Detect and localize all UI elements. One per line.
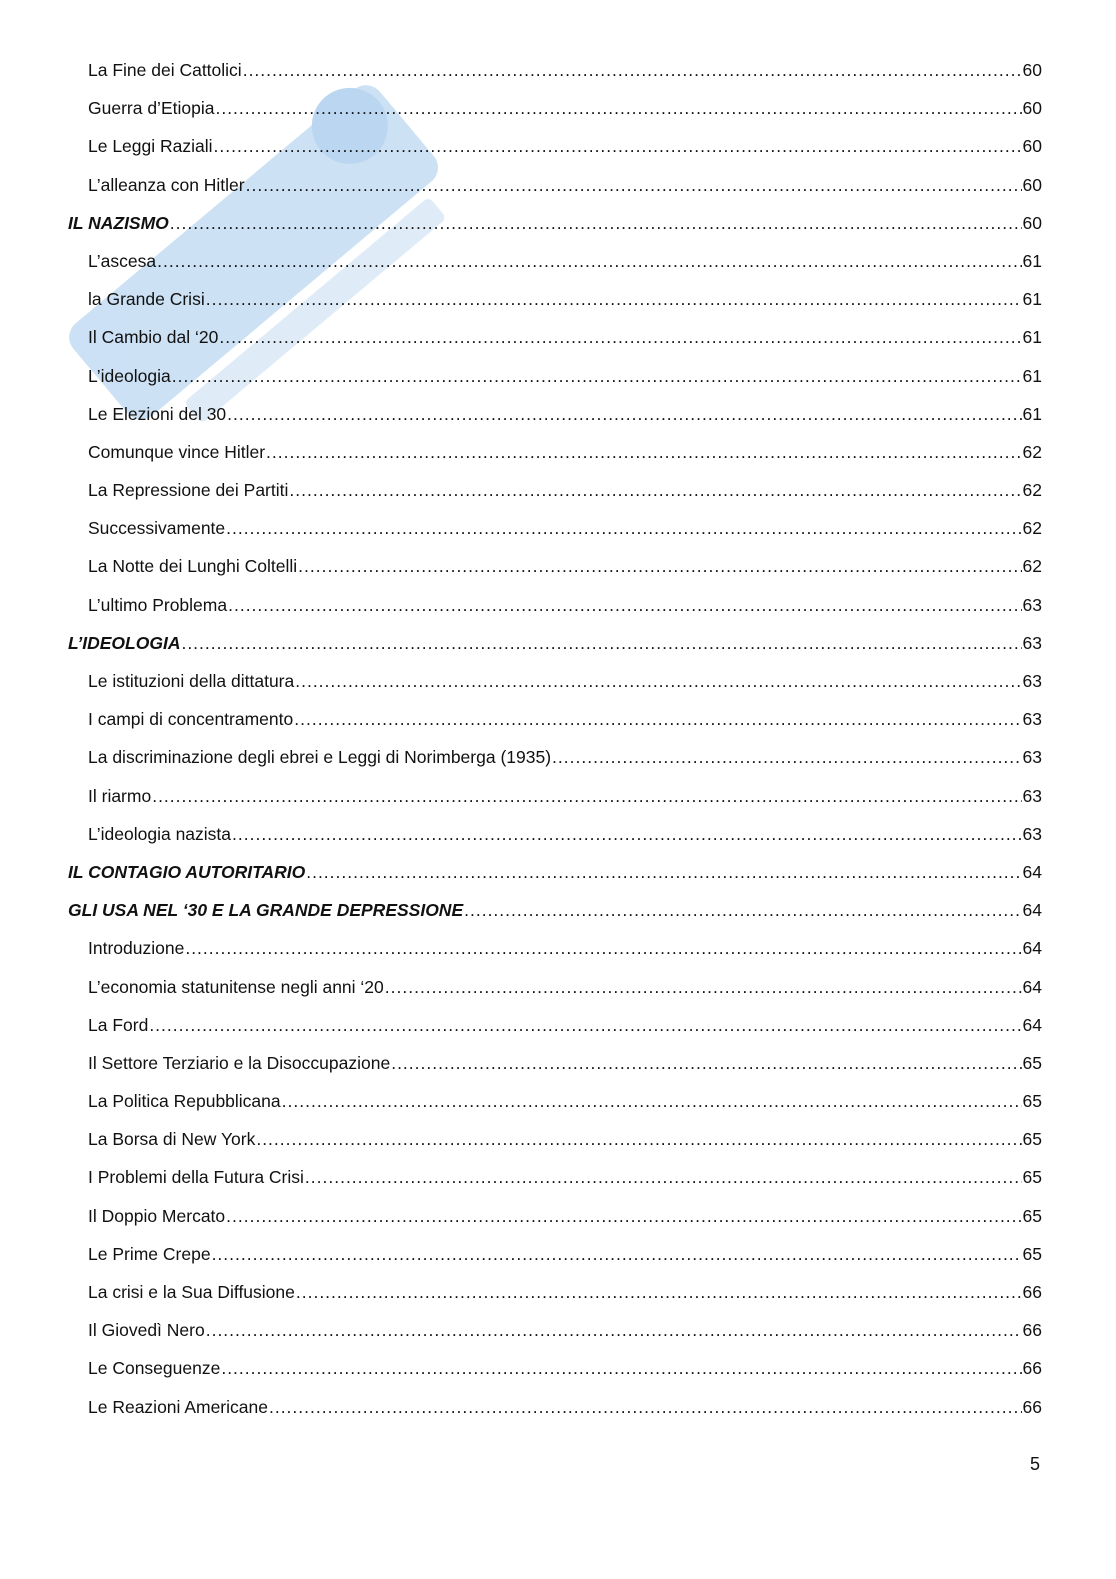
toc-section-entry[interactable]	[68, 1169, 1042, 1207]
toc-section-entry[interactable]	[68, 940, 1042, 978]
toc-dot-leader	[152, 788, 1021, 806]
toc-entry-page: 60	[1022, 212, 1042, 233]
toc-entry-page: 63	[1022, 671, 1042, 691]
toc-section-entry[interactable]	[68, 1052, 1042, 1093]
toc-dot-leader	[215, 100, 1021, 118]
toc-entry-page: 61	[1022, 365, 1042, 386]
toc-entry-title: L’ultimo Problema	[88, 594, 228, 615]
toc-entry-page: 65	[1022, 1091, 1042, 1112]
toc-entry-title: La Ford	[88, 1014, 149, 1035]
toc-entry-title: la Grande Crisi	[88, 289, 205, 310]
toc-entry-title: I Problemi della Futura Crisi	[88, 1167, 304, 1188]
toc-dot-leader	[306, 864, 1021, 882]
toc-dot-leader	[266, 444, 1022, 462]
toc-chapter-entry[interactable]	[68, 861, 1042, 902]
toc-section-entry[interactable]	[68, 1396, 1042, 1437]
toc-entry-page: 64	[1022, 900, 1042, 921]
toc-dot-leader	[206, 291, 1022, 309]
toc-entry-title: Le Prime Crepe	[88, 1243, 211, 1264]
toc-entry-page: 66	[1022, 1358, 1042, 1379]
toc-entry-title: La Borsa di New York	[88, 1129, 256, 1150]
toc-section-entry[interactable]	[68, 403, 1042, 444]
toc-section-entry[interactable]	[68, 100, 1042, 138]
toc-section-entry[interactable]	[68, 673, 1042, 711]
toc-entry-title: Le Elezioni del 30	[88, 403, 227, 424]
toc-chapter-entry[interactable]	[68, 902, 1042, 940]
toc-entry-title: Comunque vince Hitler	[88, 441, 266, 462]
toc-section-entry[interactable]	[68, 1014, 1042, 1055]
toc-entry-page: 60	[1022, 60, 1042, 80]
toc-entry-title: Il Settore Terziario e la Disoccupazione	[88, 1052, 391, 1073]
toc-entry-title: Successivamente	[88, 518, 226, 539]
toc-dot-leader	[464, 902, 1021, 920]
toc-dot-leader	[298, 558, 1021, 576]
toc-section-entry[interactable]	[68, 62, 1042, 100]
toc-entry-page: 60	[1022, 174, 1042, 195]
toc-entry-page: 63	[1022, 709, 1042, 730]
toc-section-entry[interactable]	[68, 291, 1042, 329]
toc-entry-title: I campi di concentramento	[88, 709, 294, 730]
toc-entry-title: L’economia statunitense negli anni ‘20	[88, 976, 384, 997]
toc-dot-leader	[172, 368, 1022, 386]
toc-entry-page: 62	[1022, 480, 1042, 501]
toc-entry-title: L’IDEOLOGIA	[68, 632, 181, 653]
toc-section-entry[interactable]	[68, 1284, 1042, 1322]
toc-section-entry[interactable]	[68, 1131, 1042, 1169]
toc-section-entry[interactable]	[68, 976, 1042, 1017]
toc-dot-leader	[305, 1169, 1022, 1187]
toc-dot-leader	[170, 215, 1022, 233]
toc-entry-title: IL CONTAGIO AUTORITARIO	[68, 861, 306, 882]
toc-section-entry[interactable]	[68, 1243, 1042, 1284]
toc-entry-title: La Politica Repubblicana	[88, 1091, 281, 1112]
toc-section-entry[interactable]	[68, 1205, 1042, 1246]
toc-entry-page: 63	[1022, 632, 1042, 653]
toc-entry-page: 66	[1022, 1320, 1042, 1341]
toc-entry-page: 61	[1022, 250, 1042, 271]
toc-dot-leader	[289, 482, 1021, 500]
toc-entry-page: 65	[1022, 1129, 1042, 1150]
toc-chapter-entry[interactable]	[68, 212, 1042, 253]
toc-dot-leader	[296, 1284, 1022, 1302]
toc-dot-leader	[243, 62, 1022, 80]
toc-entry-page: 66	[1022, 1396, 1042, 1417]
toc-entry-page: 62	[1022, 518, 1042, 539]
toc-entry-title: Le istituzioni della dittatura	[88, 671, 295, 691]
toc-dot-leader	[232, 826, 1022, 844]
toc-entry-title: L’ascesa	[88, 250, 157, 271]
toc-dot-leader	[246, 177, 1022, 195]
toc-dot-leader	[226, 1208, 1021, 1226]
toc-section-entry[interactable]	[68, 482, 1042, 520]
toc-entry-title: Le Reazioni Americane	[88, 1396, 268, 1417]
toc-entry-page: 63	[1022, 785, 1042, 806]
toc-section-entry[interactable]	[68, 1360, 1042, 1398]
toc-dot-leader	[219, 329, 1021, 347]
toc-section-entry[interactable]	[68, 594, 1042, 635]
toc-entry-title: La crisi e la Sua Diffusione	[88, 1282, 295, 1302]
toc-dot-leader	[552, 749, 1021, 767]
toc-entry-title: L’ideologia	[88, 365, 171, 386]
toc-entry-title: Il Cambio dal ‘20	[88, 327, 219, 348]
toc-dot-leader	[294, 711, 1021, 729]
toc-entry-title: GLI USA NEL ‘30 E LA GRANDE DEPRESSIONE	[68, 900, 464, 921]
toc-dot-leader	[269, 1399, 1022, 1417]
toc-dot-leader	[221, 1360, 1021, 1378]
toc-dot-leader	[212, 1246, 1022, 1264]
toc-dot-leader	[295, 673, 1021, 691]
toc-entry-page: 62	[1022, 556, 1042, 577]
toc-dot-leader	[185, 940, 1021, 958]
toc-dot-leader	[391, 1055, 1021, 1073]
table-of-contents	[68, 62, 1042, 1437]
toc-entry-page: 62	[1022, 441, 1042, 462]
toc-entry-title: Il Giovedì Nero	[88, 1320, 205, 1341]
toc-chapter-entry[interactable]	[68, 632, 1042, 673]
toc-entry-page: 64	[1022, 976, 1042, 997]
toc-entry-page: 65	[1022, 1243, 1042, 1264]
toc-section-entry[interactable]	[68, 138, 1042, 176]
toc-entry-page: 61	[1022, 403, 1042, 424]
toc-entry-title: Le Leggi Raziali	[88, 136, 213, 157]
page-number: 5	[1029, 1454, 1040, 1474]
toc-section-entry[interactable]	[68, 520, 1042, 558]
toc-entry-title: IL NAZISMO	[68, 212, 169, 233]
toc-entry-title: La discriminazione degli ebrei e Leggi di Norimberga (1935)	[88, 747, 552, 768]
toc-entry-title: Le Conseguenze	[88, 1358, 221, 1379]
toc-entry-page: 65	[1022, 1205, 1042, 1226]
toc-entry-title: La Repressione dei Partiti	[88, 480, 289, 501]
toc-entry-page: 61	[1022, 327, 1042, 348]
toc-section-entry[interactable]	[68, 558, 1042, 596]
toc-entry-title: Il Doppio Mercato	[88, 1205, 226, 1226]
toc-entry-page: 60	[1022, 98, 1042, 119]
toc-entry-page: 64	[1022, 1014, 1042, 1035]
toc-section-entry[interactable]	[68, 1093, 1042, 1131]
toc-dot-leader	[228, 597, 1021, 615]
toc-entry-page: 63	[1022, 594, 1042, 615]
toc-dot-leader	[206, 1322, 1022, 1340]
toc-entry-page: 64	[1022, 861, 1042, 882]
toc-entry-page: 61	[1022, 289, 1042, 310]
toc-section-entry[interactable]	[68, 711, 1042, 749]
toc-entry-title: La Notte dei Lunghi Coltelli	[88, 556, 298, 577]
toc-dot-leader	[214, 138, 1022, 156]
toc-section-entry[interactable]	[68, 749, 1042, 787]
toc-entry-title: L’alleanza con Hitler	[88, 174, 245, 195]
toc-dot-leader	[385, 979, 1022, 997]
toc-entry-page: 65	[1022, 1052, 1042, 1073]
toc-section-entry[interactable]	[68, 785, 1042, 826]
toc-dot-leader	[157, 253, 1021, 271]
toc-dot-leader	[256, 1131, 1021, 1149]
toc-entry-page: 63	[1022, 747, 1042, 768]
toc-entry-page: 65	[1022, 1167, 1042, 1188]
toc-dot-leader	[149, 1017, 1021, 1035]
toc-section-entry[interactable]	[68, 823, 1042, 864]
toc-dot-leader	[282, 1093, 1022, 1111]
toc-entry-page: 66	[1022, 1282, 1042, 1302]
toc-section-entry[interactable]	[68, 329, 1042, 367]
toc-dot-leader	[181, 635, 1021, 653]
toc-section-entry[interactable]	[68, 1322, 1042, 1360]
toc-section-entry[interactable]	[68, 250, 1042, 291]
toc-section-entry[interactable]	[68, 365, 1042, 406]
toc-entry-page: 63	[1022, 823, 1042, 844]
toc-dot-leader	[226, 520, 1021, 538]
toc-dot-leader	[227, 406, 1021, 424]
toc-section-entry[interactable]	[68, 174, 1042, 215]
toc-entry-title: Introduzione	[88, 938, 185, 959]
toc-entry-page: 60	[1022, 136, 1042, 157]
toc-entry-title: Il riarmo	[88, 785, 152, 806]
toc-section-entry[interactable]	[68, 441, 1042, 482]
toc-entry-page: 64	[1022, 938, 1042, 959]
toc-entry-title: Guerra d’Etiopia	[88, 98, 215, 119]
toc-entry-title: L’ideologia nazista	[88, 823, 232, 844]
toc-entry-title: La Fine dei Cattolici	[88, 60, 242, 80]
